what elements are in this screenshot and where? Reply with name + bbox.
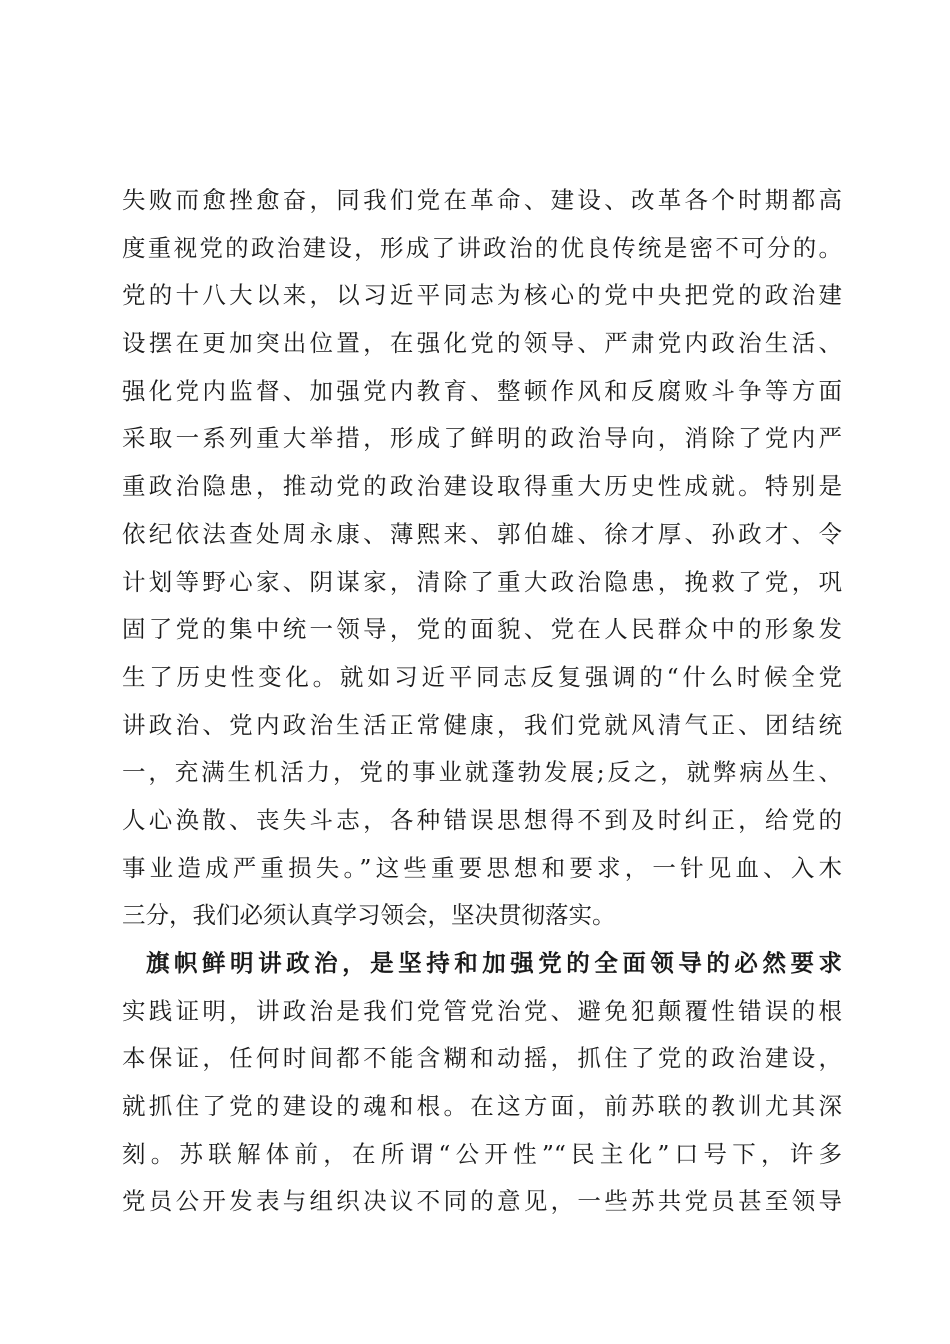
text-line: 固了党的集中统一领导，党的面貌、党在人民群众中的形象发 (122, 615, 842, 644)
text-line: 本保证，任何时间都不能含糊和动摇，抓住了党的政治建设， (122, 1044, 842, 1073)
text-line: 依纪依法查处周永康、薄熙来、郭伯雄、徐才厚、孙政才、令 (122, 519, 842, 548)
text-line: 党的十八大以来，以习近平同志为核心的党中央把党的政治建 (122, 281, 842, 310)
paragraph-2 (122, 988, 842, 1226)
text-line: 实践证明，讲政治是我们党管党治党、避免犯颠覆性错误的根 (122, 996, 842, 1025)
text-line: 生了历史性变化。就如习近平同志反复强调的“什么时候全党 (122, 662, 842, 691)
paragraph-1 (122, 177, 842, 940)
text-line: 事业造成严重损失。”这些重要思想和要求，一针见血、入木 (122, 853, 842, 882)
text-line: 重政治隐患，推动党的政治建设取得重大历史性成就。特别是 (122, 472, 842, 501)
document-body (122, 177, 842, 1226)
text-line: 一，充满生机活力，党的事业就蓬勃发展;反之，就弊病丛生、 (122, 758, 842, 787)
text-line: 度重视党的政治建设，形成了讲政治的优良传统是密不可分的。 (122, 233, 842, 262)
text-line: 刻。苏联解体前，在所谓“公开性”“民主化”口号下，许多 (122, 1139, 842, 1168)
text-line: 计划等野心家、阴谋家，清除了重大政治隐患，挽救了党，巩 (122, 567, 842, 596)
text-line: 强化党内监督、加强党内教育、整顿作风和反腐败斗争等方面 (122, 376, 842, 405)
text-line: 设摆在更加突出位置，在强化党的领导、严肃党内政治生活、 (122, 329, 842, 358)
text-line: 人心涣散、丧失斗志，各种错误思想得不到及时纠正，给党的 (122, 805, 842, 834)
text-line: 讲政治、党内政治生活正常健康，我们党就风清气正、团结统 (122, 710, 842, 739)
section-heading: 旗帜鲜明讲政治，是坚持和加强党的全面领导的必然要求 (146, 949, 842, 977)
text-line: 三分，我们必须认真学习领会，坚决贯彻落实。 (122, 901, 616, 930)
text-line: 采取一系列重大举措，形成了鲜明的政治导向，消除了党内严 (122, 424, 842, 453)
text-line: 党员公开发表与组织决议不同的意见，一些苏共党员甚至领导 (122, 1187, 842, 1216)
text-line: 失败而愈挫愈奋，同我们党在革命、建设、改革各个时期都高 (122, 186, 842, 214)
text-line: 就抓住了党的建设的魂和根。在这方面，前苏联的教训尤其深 (122, 1092, 842, 1121)
